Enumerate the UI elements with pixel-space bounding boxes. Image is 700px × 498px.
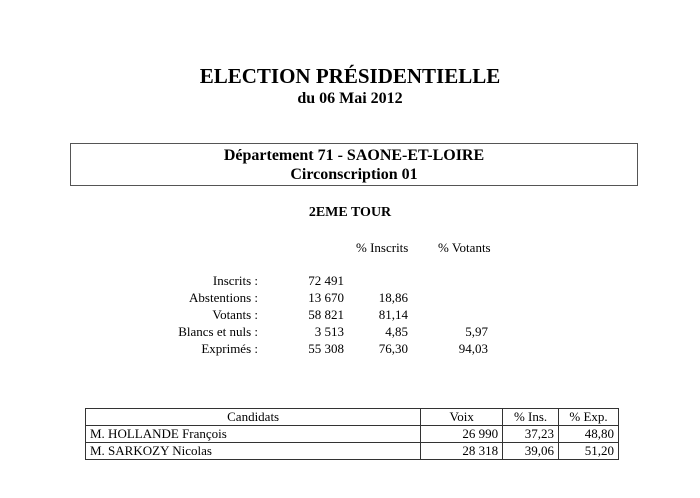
stat-label: Inscrits : [212,273,258,288]
stats-row-votants [0,306,700,323]
candidate-voix: 26 990 [421,426,503,443]
col-header-candidats: Candidats [86,409,421,426]
stats-row-blancs-nuls [0,323,700,340]
stat-pct-inscrits: 18,86 [378,290,408,305]
circonscription-label: Circonscription 01 [290,166,418,183]
department-name: Département 71 - SAONE-ET-LOIRE [223,147,485,164]
candidate-pct-exp: 51,20 [559,443,619,460]
stat-pct-inscrits: 81,14 [378,307,408,322]
candidate-name: M. SARKOZY Nicolas [86,443,421,460]
col-header-pct-exp: % Exp. [559,409,619,426]
col-header-pct-ins: % Ins. [503,409,559,426]
stat-label: Exprimés : [201,341,258,356]
candidate-voix: 28 318 [421,443,503,460]
election-date: du 06 Mai 2012 [297,90,403,107]
stat-value: 58 821 [308,307,344,322]
page-title: ELECTION PRÉSIDENTIELLE [199,64,501,88]
header-pct-inscrits: % Inscrits [356,240,409,255]
col-header-voix: Voix [421,409,503,426]
stat-value: 55 308 [308,341,344,356]
stats-row-exprimes [0,340,700,357]
candidate-name: M. HOLLANDE François [86,426,421,443]
stat-pct-votants: 94,03 [458,341,488,356]
stat-label: Votants : [212,307,258,322]
stat-pct-votants: 5,97 [465,324,488,339]
table-row [86,426,619,443]
stat-value: 13 670 [308,290,344,305]
stat-label: Abstentions : [189,290,258,305]
stat-value: 72 491 [308,273,344,288]
round-label: 2EME TOUR [308,205,392,220]
candidates-table [85,408,619,460]
stat-pct-inscrits: 4,85 [385,324,408,339]
candidate-pct-exp: 48,80 [559,426,619,443]
stat-value: 3 513 [314,324,344,339]
stat-label: Blancs et nuls : [178,324,258,339]
candidate-pct-ins: 37,23 [503,426,559,443]
stat-pct-inscrits: 76,30 [378,341,408,356]
candidate-pct-ins: 39,06 [503,443,559,460]
stats-row-abstentions [0,289,700,306]
table-row [86,443,619,460]
header-pct-votants: % Votants [438,240,491,255]
table-header-row [86,409,619,426]
stats-block [0,272,700,362]
department-box [70,143,638,186]
stats-row-inscrits [0,272,700,289]
